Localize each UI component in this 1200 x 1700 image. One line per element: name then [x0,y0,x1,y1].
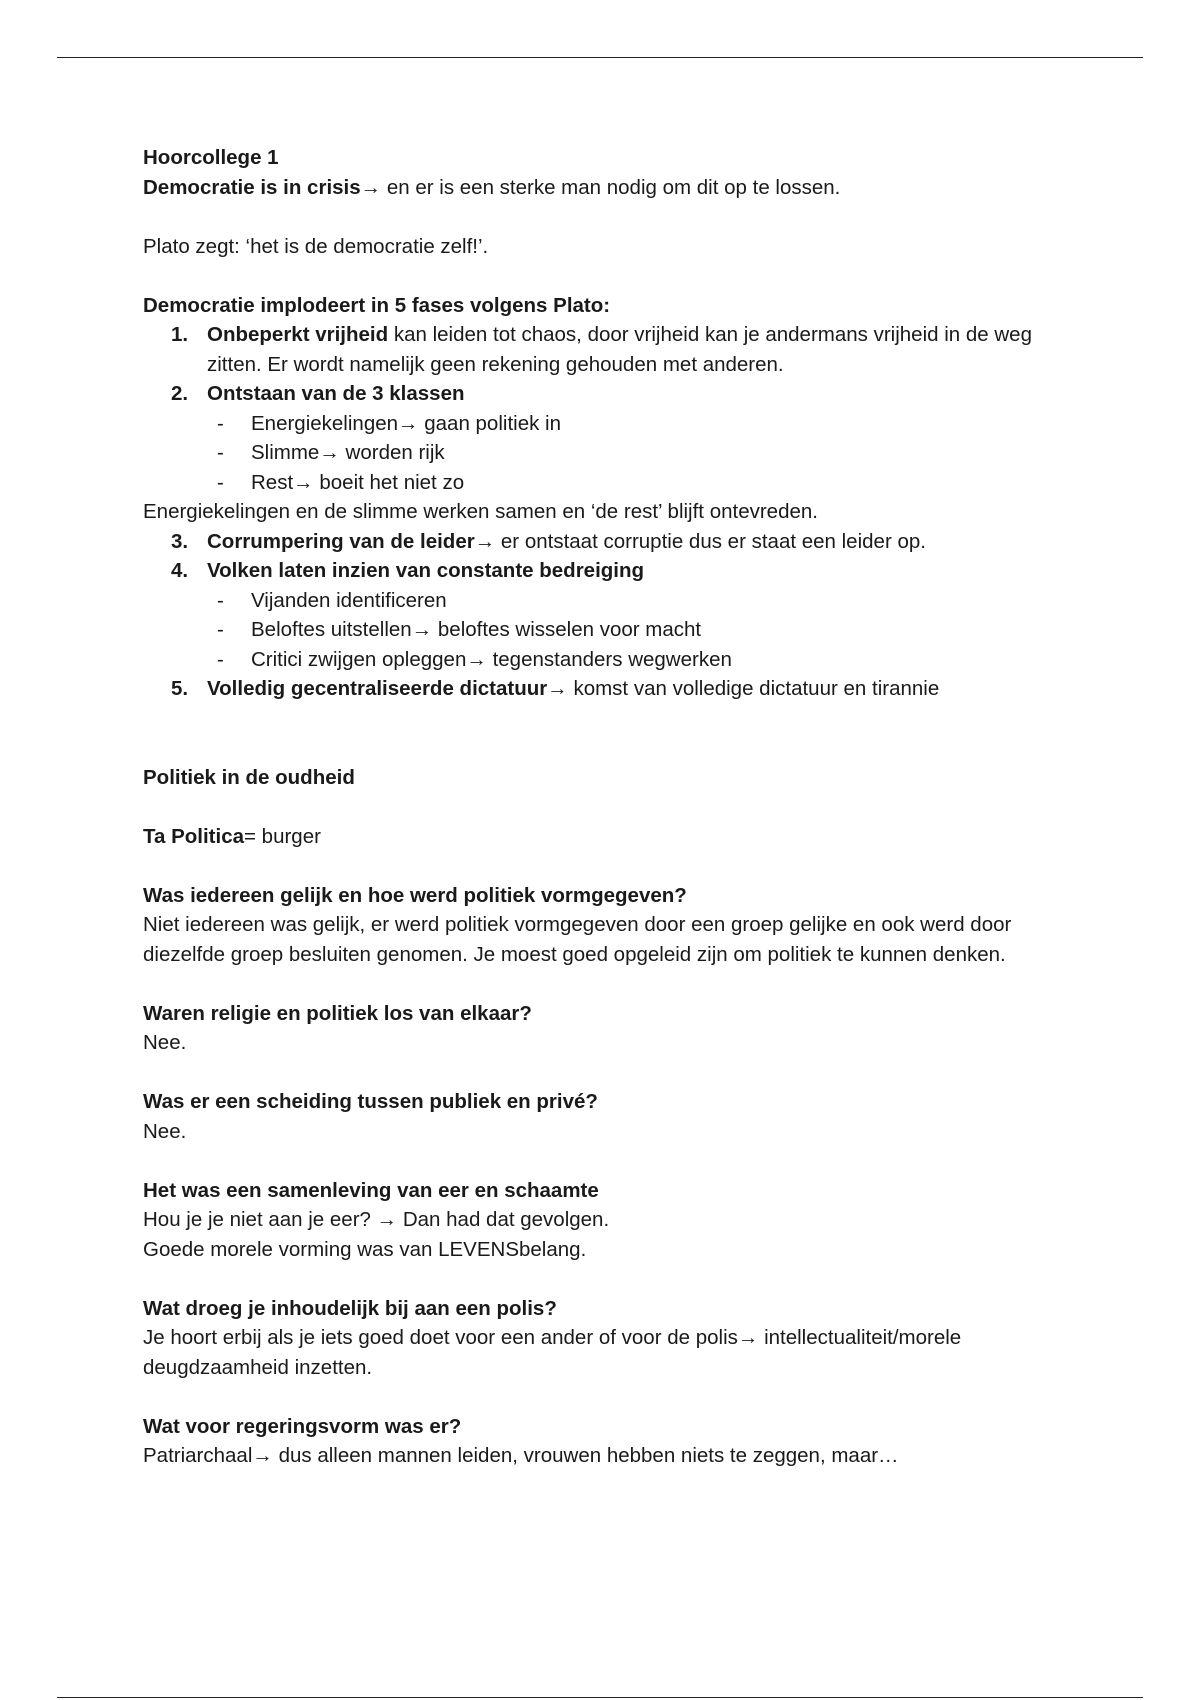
classes-note: Energiekelingen en de slimme werken samen en ‘de rest’ blijft ontevreden. [143,500,818,523]
header-rule [57,57,1143,58]
list-item: - Energiekelingen→ gaan politiek in [217,411,561,435]
answer-text: Goede morele vorming was van LEVENSbelang. [143,1237,587,1261]
arrow-icon: → [319,441,340,464]
list-item: - Beloftes uitstellen→ beloftes wisselen voor macht [217,618,702,641]
arrow-icon: → [547,677,568,700]
answer-text: Hou je je niet aan je eer? → Dan had dat gevolgen. [143,1208,610,1231]
list-item: - Rest→ boeit het niet zo [217,470,465,494]
arrow-icon: → [466,647,487,671]
phase-item: 3. Corrumpering van de leider→ er ontstaat corruptie dus er staat een leider op. [171,529,926,553]
answer-text: Je hoort erbij als je iets goed doet voor een ander of voor de polis→ intellectualiteit/morele deugdzaamheid inzetten. [143,1326,962,1379]
crisis-line: Democratie is in crisis→ en er is een sterke man nodig om dit op te lossen. [143,175,841,199]
question-heading: Was iedereen gelijk en hoe werd politiek vormgegeven? [143,883,687,907]
question-heading: Was er een scheiding tussen publiek en privé? [143,1090,598,1113]
answer-text: Nee. [143,1031,187,1054]
answer-text: Patriarchaal→ dus alleen mannen leiden, vrouwen hebben niets te zeggen, maar… [143,1444,899,1467]
antiquity-heading: Politiek in de oudheid [143,765,355,789]
arrow-icon: → [737,1326,759,1349]
question-heading: Wat droeg je inhoudelijk bij aan een polis? [143,1296,557,1320]
list-item: - Vijanden identificeren [217,588,447,612]
question-heading: Het was een samenleving van eer en schaamte [143,1178,599,1202]
phase-item: 1. Onbeperkt vrijheid kan leiden tot chaos, door vrijheid kan je andermans vrijheid in de weg zitten. Er wordt namelijk geen rekening gehouden met anderen. [171,323,1032,376]
arrow-icon: → [293,470,314,494]
arrow-icon: → [474,529,496,553]
answer-text: Nee. [143,1119,187,1143]
phase-item: 5. Volledig gecentraliseerde dictatuur→ komst van volledige dictatuur en tirannie [171,677,940,700]
document-page [143,143,1083,1471]
politica-line: Ta Politica= burger [143,824,321,848]
footer-rule [57,1697,1143,1698]
answer-text: Niet iedereen was gelijk, er werd politiek vormgegeven door een groep gelijke en ook werd door diezelfde groep besluiten genomen. Je moest goed opgeleid zijn om politiek te kunnen denken. [143,913,1012,966]
phase-item: 2. Ontstaan van de 3 klassen [171,382,465,405]
list-item: - Slimme→ worden rijk [217,441,445,464]
question-heading: Waren religie en politiek los van elkaar? [143,1001,532,1025]
arrow-icon: → [398,411,419,435]
arrow-icon: → [376,1208,398,1231]
arrow-icon: → [252,1444,273,1467]
arrow-icon: → [360,175,382,199]
phase-item: 4. Volken laten inzien van constante bedreiging [171,559,645,582]
phases-heading: Democratie implodeert in 5 fases volgens Plato: [143,293,611,317]
arrow-icon: → [411,618,433,641]
question-heading: Wat voor regeringsvorm was er? [143,1414,462,1438]
lecture-heading: Hoorcollege 1 [143,146,279,169]
plato-quote: Plato zegt: ‘het is de democratie zelf!’. [143,234,489,258]
list-item: - Critici zwijgen opleggen→ tegenstanders wegwerken [217,647,732,671]
